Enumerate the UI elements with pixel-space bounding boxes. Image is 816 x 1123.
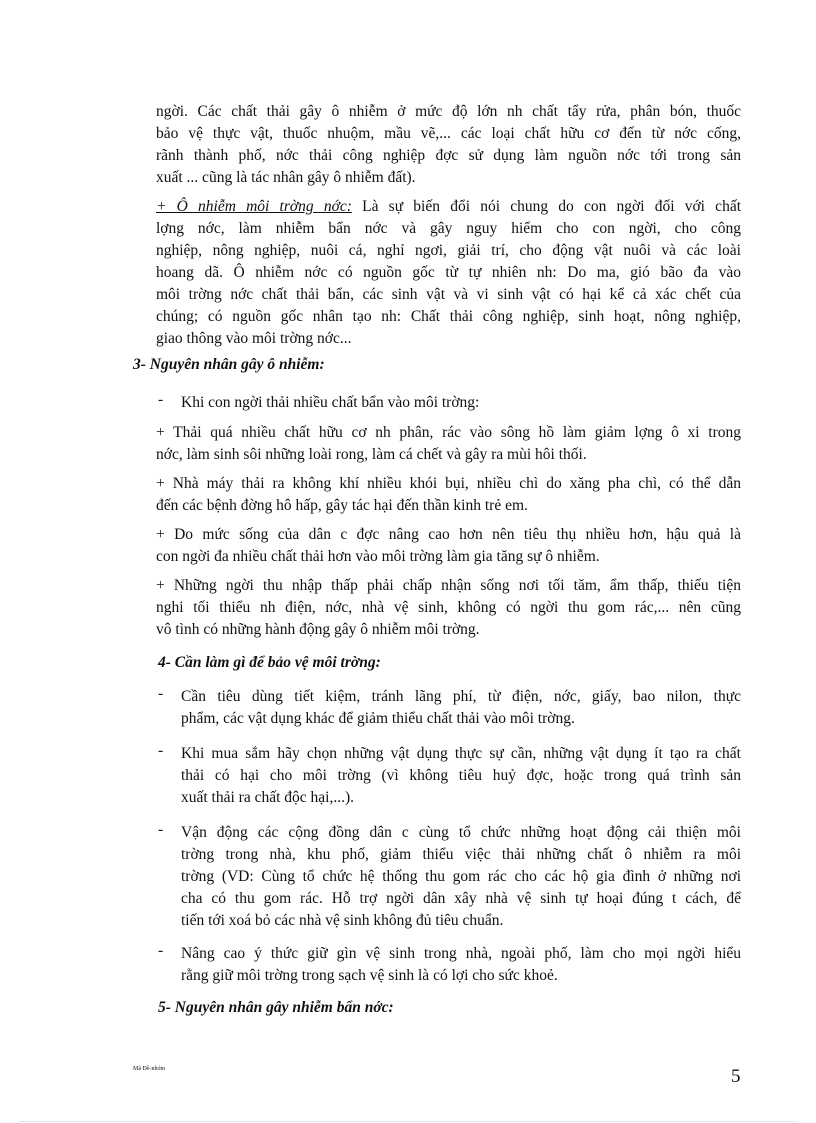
water-pollution-paragraph xyxy=(156,196,741,350)
dash-bullet: - xyxy=(158,391,164,408)
text-line: rãnh thành phố, nớc thải công nghiệp đợc sử dụng làm nguồn nớc tới trong sản xyxy=(156,147,741,164)
text-line: + Thải quá nhiều chất hữu cơ nh phân, rác vào sông hồ làm giảm lợng ô xi trong xyxy=(156,424,741,441)
text-line: + Do mức sống của dân c đợc nâng cao hơn nên tiêu thụ nhiều hơn, hậu quả là xyxy=(156,526,741,543)
cause-item-3 xyxy=(156,524,741,568)
text-line: nớc, làm sinh sôi những loài rong, làm cá chết và gây ra mùi hôi thối. xyxy=(156,446,587,463)
text-line: + Những ngời thu nhập thấp phải chấp nhận sống nơi tối tăm, ẩm thấp, thiếu tiện xyxy=(156,577,741,594)
causes-intro xyxy=(181,392,741,414)
text-line: trờng (VD: Cùng tổ chức hệ thống thu gom rác cho các hộ gia đình ở những nơi xyxy=(181,868,741,885)
text-line: trờng trong nhà, khu phố, giảm thiểu việc thải những chất ô nhiễm ra môi xyxy=(181,846,741,863)
text-line: Khi mua sắm hãy chọn những vật dụng thực sự cần, những vật dụng ít tạo ra chất xyxy=(181,745,741,762)
protect-item-2 xyxy=(181,743,741,809)
footer-note: Mã Đề-nhóm xyxy=(133,1066,166,1072)
text-line: xuất ... cũng là tác nhân gây ô nhiễm đất). xyxy=(156,169,416,186)
dash-bullet: - xyxy=(158,742,164,759)
dash-bullet: - xyxy=(158,942,164,959)
text-segment: Là sự biến đổi nói chung do con ngời đối với chất xyxy=(362,198,742,215)
dash-bullet: - xyxy=(158,821,164,838)
cause-item-4 xyxy=(156,575,741,641)
text-line: con ngời đa nhiều chất thải hơn vào môi trờng làm gia tăng sự ô nhiễm. xyxy=(156,548,600,565)
protect-item-1 xyxy=(181,686,741,730)
intro-paragraph xyxy=(156,101,741,189)
text-line: Khi con ngời thải nhiều chất bẩn vào môi trờng: xyxy=(181,394,480,411)
cause-item-2 xyxy=(156,473,741,517)
text-line: giao thông vào môi trờng nớc... xyxy=(156,330,352,347)
text-line: Vận động các cộng đồng dân c cùng tổ chức những hoạt động cải thiện môi xyxy=(181,824,741,841)
text-line: chúng; có nguồn gốc nhân tạo nh: Chất thải công nghiệp, sinh hoạt, nông nghiệp, xyxy=(156,308,741,325)
text-line: nghiệp, nông nghiệp, nuôi cá, nghỉ ngơi, giải trí, cho động vật nuôi và các loài xyxy=(156,242,741,259)
text-line: phẩm, các vật dụng khác để giảm thiểu chất thải vào môi trờng. xyxy=(181,710,575,727)
text-line: thải có hại cho môi trờng (vì không tiêu huỷ đợc, hoặc trong quá trình sản xyxy=(181,767,741,784)
text-line: rằng giữ môi trờng trong sạch vệ sinh là có lợi cho sức khoẻ. xyxy=(181,967,558,984)
text-line: hoang dã. Ô nhiễm nớc có nguồn gốc từ tự nhiên nh: Do ma, gió bão đa vào xyxy=(156,264,741,281)
text-line: vô tình có những hành động gây ô nhiễm môi trờng. xyxy=(156,621,480,638)
protect-item-4 xyxy=(181,943,741,987)
text-line: xuất thải ra chất độc hại,...). xyxy=(181,789,355,806)
text-line: cha có thu gom rác. Hỗ trợ ngời dân xây nhà vệ sinh tự hoại đúng t cách, để xyxy=(181,890,741,907)
text-line: lợng nớc, làm nhiễm bẩn nớc và gây nguy hiểm cho con ngời, cho công xyxy=(156,220,741,237)
text-line xyxy=(156,196,741,218)
protect-item-3 xyxy=(181,822,741,932)
cause-item-1 xyxy=(156,422,741,466)
text-line: Nâng cao ý thức giữ gìn vệ sinh trong nhà, ngoài phố, làm cho mọi ngời hiểu xyxy=(181,945,741,962)
heading-water-pollution: 5- Nguyên nhân gây nhiễm bẩn nớc: xyxy=(158,999,394,1016)
text-line: Cần tiêu dùng tiết kiệm, tránh lãng phí, từ điện, nớc, giấy, bao nilon, thực xyxy=(181,688,741,705)
page-bottom-divider xyxy=(20,1121,796,1122)
text-line: tiến tới xoá bỏ các nhà vệ sinh không đủ tiêu chuẩn. xyxy=(181,912,504,929)
text-line: + Nhà máy thải ra không khí nhiều khói bụi, nhiều chì do xăng pha chì, có thể dẫn xyxy=(156,475,741,492)
text-line: đến các bệnh đờng hô hấp, gây tác hại đến thần kinh trẻ em. xyxy=(156,497,528,514)
heading-protect: 4- Cần làm gì để bảo vệ môi trờng: xyxy=(158,654,381,671)
water-pollution-term: + Ô nhiễm môi trờng nớc: xyxy=(156,198,352,215)
text-line: nghi tối thiểu nh điện, nớc, nhà vệ sinh, không có ngời thu gom rác,... nên cũng xyxy=(156,599,741,616)
page-number: 5 xyxy=(731,1066,741,1087)
heading-causes: 3- Nguyên nhân gây ô nhiễm: xyxy=(133,356,325,373)
text-line: môi trờng nớc chất thải bẩn, các sinh vật và vi sinh vật có hại kể cả xác chết của xyxy=(156,286,741,303)
text-line: ngời. Các chất thải gây ô nhiễm ở mức độ lớn nh chất tẩy rửa, phân bón, thuốc xyxy=(156,103,741,120)
text-line: bảo vệ thực vật, thuốc nhuộm, mầu vẽ,... các loại chất hữu cơ đến từ nớc cống, xyxy=(156,125,741,142)
dash-bullet: - xyxy=(158,685,164,702)
